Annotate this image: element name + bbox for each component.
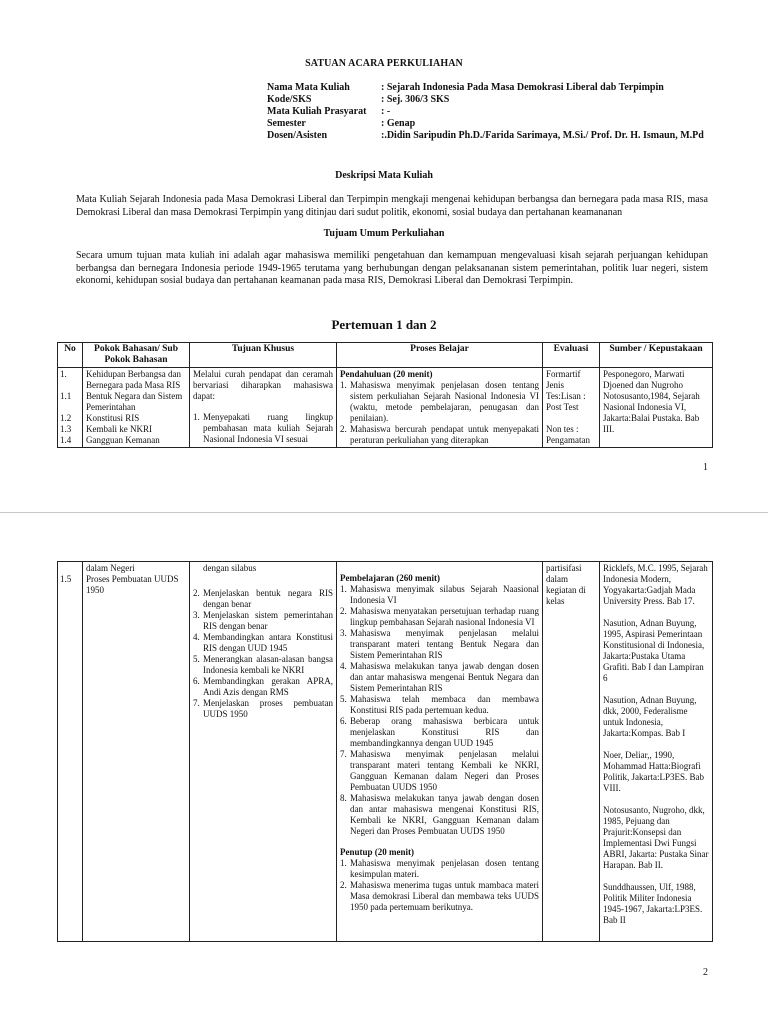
penutup-item [340, 880, 539, 913]
topic-item: dalam Negeri [86, 563, 135, 573]
item-number: 5. [340, 694, 347, 704]
row-number [60, 563, 79, 574]
pembelajaran-item [340, 628, 539, 661]
item-text: Mahasiswa menyimak penjelasan dosen tentang kesimpulan materi. [350, 858, 539, 879]
item-number: 1. [193, 412, 200, 422]
sumber-entry: Ricklefs, M.C. 1995, Sejarah Indonesia Modern, Yogyakarta:Gadjah Mada University Press. Bab 17. [603, 563, 708, 606]
topic-item: Bentuk Negara dan Sistem Pemerintahan [86, 391, 183, 412]
row-sumber: Pesponegoro, Marwati Djoened dan Nugroho Notosusanto,1984, Sejarah Nasional Indonesia VI, Jakarta:Balai Pustaka. Bab III. [600, 368, 713, 448]
info-row [267, 106, 704, 118]
row-tujuan-khusus [190, 368, 337, 448]
item-number: 2. [340, 424, 347, 434]
document-page-2 [0, 512, 768, 1024]
info-label: Nama Mata Kuliah [267, 82, 350, 93]
topic-item: Proses Pembuatan UUDS 1950 [86, 574, 179, 595]
row-number: 1.5 [60, 574, 72, 584]
item-text: Menjelaskan bentuk negara RIS dengan benar [203, 588, 333, 609]
row-number: 1.2 [60, 413, 72, 423]
table-header-row [58, 343, 713, 368]
header-evaluasi: Evaluasi [543, 343, 600, 368]
header-proses-belajar: Proses Belajar [337, 343, 543, 368]
proses-subheading: Pendahuluan (20 menit) [340, 369, 433, 379]
item-number: 2. [340, 880, 347, 890]
item-number: 2. [340, 606, 347, 616]
item-text: Menerangkan alasan-alasan bangsa Indonesia kembali ke NKRI [203, 654, 333, 675]
evaluasi-line: Formartif [546, 369, 581, 379]
row-numbers [58, 368, 83, 448]
item-number: 1. [340, 858, 347, 868]
row-number [60, 380, 79, 391]
header-pokok-bahasan: Pokok Bahasan/ Sub Pokok Bahasan [83, 343, 190, 368]
tujuan-item [193, 654, 333, 676]
tujuan-item [193, 676, 333, 698]
info-row [267, 94, 704, 106]
info-row [267, 118, 704, 130]
item-text: Membandingkan antara Konstitusi RIS dengan UUD 1945 [203, 632, 333, 653]
meeting-title: Pertemuan 1 dan 2 [331, 317, 437, 332]
lesson-table-continued [57, 561, 713, 942]
evaluasi-line [546, 413, 596, 424]
row-number: 1. [60, 369, 67, 379]
tujuan-text: Secara umum tujuan mata kuliah ini adalah agar mahasiswa memiliki pengetahuan dan kemampuan mengevaluasi kisah sejarah perjuangan kehidupan berbangsa dan bernegara Indonesia periode 1949-1965 terutama yang berhubungan dengan pelaksananan sistem pemerintahan, politik luar negeri, sistem ekonomi, kehidupan sosial budaya dan pertahanan keamanan pada masa RIS, Demokrasi Liberal dan Demokrasi Terpimpin. [76, 250, 708, 286]
item-text: Mahasiswa menyimak silabus Sejarah Naasional Indonesia VI [350, 584, 539, 605]
topic-item: Gangguan Kemanan [86, 435, 160, 445]
document-title: SATUAN ACARA PERKULIAHAN [305, 58, 463, 69]
item-text: Menjelaskan proses pembuatan UUDS 1950 [203, 698, 333, 719]
table-row [58, 368, 713, 448]
info-value: :.Didin Saripudin Ph.D./Farida Sarimaya, M.Si./ Prof. Dr. H. Ismaun, M.Pd [381, 130, 704, 141]
row-proses-belajar [337, 368, 543, 448]
table-row [58, 562, 713, 942]
item-text: Mahasiswa melakukan tanya jawab dengan dosen dan antar mahasiswa mengenai Bentuk Negara dan Sistem Pemerintahan RIS [350, 661, 539, 693]
pembelajaran-item [340, 694, 539, 716]
deskripsi-text: Mata Kuliah Sejarah Indonesia pada Masa Demokrasi Liberal dan Terpimpin mengkaji mengenai kehidupan berbangsa dan bernegara pada masa RIS, masa Demokrasi Liberal dan masa Demokrasi Terpimpin yang ditinjau dari sudut politik, ekonomi, sosial budaya dan pertahanan keamananan [76, 194, 708, 218]
item-text: Mahasiswa menyimak penjelasan dosen tentang sistem perkuliahan Sejarah Nasional Indonesia VI (waktu, metode pembelajaran, penugasan dan penilaian). [350, 380, 539, 423]
item-text: Mahasiswa menyimak penjelasan melalui transparant materi tentang Bentuk Negara dan Sistem Pemerintahan RIS [350, 628, 539, 660]
info-value: : Sej. 306/3 SKS [381, 94, 450, 105]
info-label: Dosen/Asisten [267, 130, 328, 141]
header-sumber: Sumber / Kepustakaan [600, 343, 713, 368]
tujuan-item [193, 610, 333, 632]
topic-item: Kehidupan Berbangsa dan Bernegara pada Masa RIS [86, 369, 181, 390]
topic-item: Kembali ke NKRI [86, 424, 152, 434]
proses-item [340, 424, 539, 446]
info-label: Semester [267, 118, 306, 129]
item-number: 5. [193, 654, 200, 664]
tujuan-continued: dengan silabus [203, 563, 257, 573]
topic-item: Konstitusi RIS [86, 413, 140, 423]
item-text: Mahasiswa telah membaca dan membawa Konstitusi RIS pada pertemuan kedua. [350, 694, 539, 715]
item-number: 7. [340, 749, 347, 759]
sumber-entry: Notosusanto, Nugroho, dkk, 1985, Pejuang dan Prajurit:Konsepsi dan Implementasi Dwi Fungsi ABRI, Jakarta: Pustaka Sinar Harapan. Bab II. [603, 805, 709, 870]
evaluasi-line: Jenis Tes:Lisan : [546, 380, 586, 401]
item-text: Mahasiswa menyimak penjelasan melalui transparant materi tentang Kembali ke NKRI, Gangguan Kemanan dalam Negeri dan Proses Pembuatan UUDS 1950 [350, 749, 539, 792]
info-label: Kode/SKS [267, 94, 312, 105]
row-proses-belajar [337, 562, 543, 942]
sumber-entry: Noer, Deliar,, 1990, Mohammad Hatta:Biografi Politik, Jakarta:LP3ES. Bab VIII. [603, 750, 704, 793]
info-label: Mata Kuliah Prasyarat [267, 106, 367, 117]
pembelajaran-item [340, 749, 539, 793]
info-row [267, 82, 704, 94]
info-value: : Genap [381, 118, 416, 129]
info-value: : - [381, 106, 391, 117]
item-number: 8. [340, 793, 347, 803]
row-sumber [600, 562, 713, 942]
item-text: Mahasiswa menerima tugas untuk mambaca materi Masa demokrasi Liberal dan membawa teks UUDS 1950 pada pertemuam berikutnya. [350, 880, 539, 912]
item-text: Beberap orang mahasiswa berbicara untuk menjelaskan Konstitusi RIS dan membandingkannya dengan UUD 1945 [350, 716, 539, 748]
header-tujuan-khusus: Tujuan Khusus [190, 343, 337, 368]
penutup-item [340, 858, 539, 880]
pembelajaran-item [340, 661, 539, 694]
item-number: 2. [193, 588, 200, 598]
row-number: 1.4 [60, 435, 72, 445]
item-text: Membandingkan gerakan APRA, Andi Azis dengan RMS [203, 676, 333, 697]
tujuan-item [193, 412, 333, 445]
item-number: 6. [193, 676, 200, 686]
tujuan-item [193, 632, 333, 654]
row-number: 1.1 [60, 391, 72, 401]
tujuan-heading: Tujuam Umum Perkuliahan [323, 228, 445, 239]
tujuan-item [193, 698, 333, 720]
pembelajaran-item [340, 716, 539, 749]
row-topics [83, 562, 190, 942]
item-number: 3. [340, 628, 347, 638]
item-number: 1. [340, 380, 347, 390]
evaluasi-line: Post Test [546, 402, 579, 412]
item-number: 4. [193, 632, 200, 642]
info-value: : Sejarah Indonesia Pada Masa Demokrasi Liberal dab Terpimpin [381, 82, 664, 93]
course-info [267, 82, 704, 142]
item-number: 4. [340, 661, 347, 671]
row-evaluasi: partisifasi dalam kegiatan di kelas [543, 562, 600, 942]
penutup-subheading: Penutup (20 menit) [340, 847, 414, 857]
item-number: 3. [193, 610, 200, 620]
item-text: Mahasiswa melakukan tanya jawab dengan dosen dan antar mahasiswa mengenai Konstitusi RIS, Kembali ke NKRI, Gangguan Kemanan dalam Negeri dan Proses Pembuatan UUDS 1950 [350, 793, 539, 836]
pembelajaran-item [340, 606, 539, 628]
item-text: Menjelaskan sistem pemerintahan RIS dengan benar [203, 610, 333, 631]
sumber-entry: Sunddhaussen, Ulf, 1988, Politik Militer Indonesia 1945-1967, Jakarta:LP3ES. Bab II [603, 882, 703, 925]
sumber-entry: Nasution, Adnan Buyung, dkk, 2000, Federalisme untuk Indonesia, Jakarta:Kompas. Bab I [603, 695, 697, 738]
page-number: 2 [703, 967, 708, 978]
header-no: No [58, 343, 83, 368]
row-number [60, 402, 79, 413]
evaluasi-line: Non tes : [546, 424, 579, 434]
item-number: 1. [340, 584, 347, 594]
pembelajaran-item [340, 793, 539, 837]
pembelajaran-subheading: Pembelajaran (260 menit) [340, 573, 440, 583]
row-topics [83, 368, 190, 448]
item-text: Menyepakati ruang lingkup pembahasan mata kuliah Sejarah Nasional Indonesia VI sesuai [203, 412, 333, 444]
item-text: Mahasiswa menyatakan persetujuan terhadap ruang lingkup pembahasan Sejarah nasional Indonesia VI [350, 606, 539, 627]
item-text: Mahasiswa bercurah pendapat untuk menyepakati peraturan perkuliahan yang diterapkan [350, 424, 539, 445]
sumber-entry: Nasution, Adnan Buyung, 1995, Aspirasi Pemerintaan Konstitusional di Indonesia, Jakarta:Pustaka Utama Grafiti. Bab I dan Lampiran 6 [603, 618, 705, 683]
deskripsi-heading: Deskripsi Mata Kuliah [335, 170, 433, 181]
tujuan-intro: Melalui curah pendapat dan ceramah bervariasi diharapkan mahasiswa dapat: [193, 369, 333, 401]
row-evaluasi [543, 368, 600, 448]
row-number: 1.3 [60, 424, 72, 434]
evaluasi-line: Pengamatan [546, 435, 590, 445]
lesson-table [57, 342, 713, 448]
pembelajaran-item [340, 584, 539, 606]
item-number: 7. [193, 698, 200, 708]
tujuan-item [193, 588, 333, 610]
item-number: 6. [340, 716, 347, 726]
info-row [267, 130, 704, 142]
proses-item [340, 380, 539, 424]
row-tujuan-khusus [190, 562, 337, 942]
page-number: 1 [703, 462, 708, 473]
row-numbers [58, 562, 83, 942]
